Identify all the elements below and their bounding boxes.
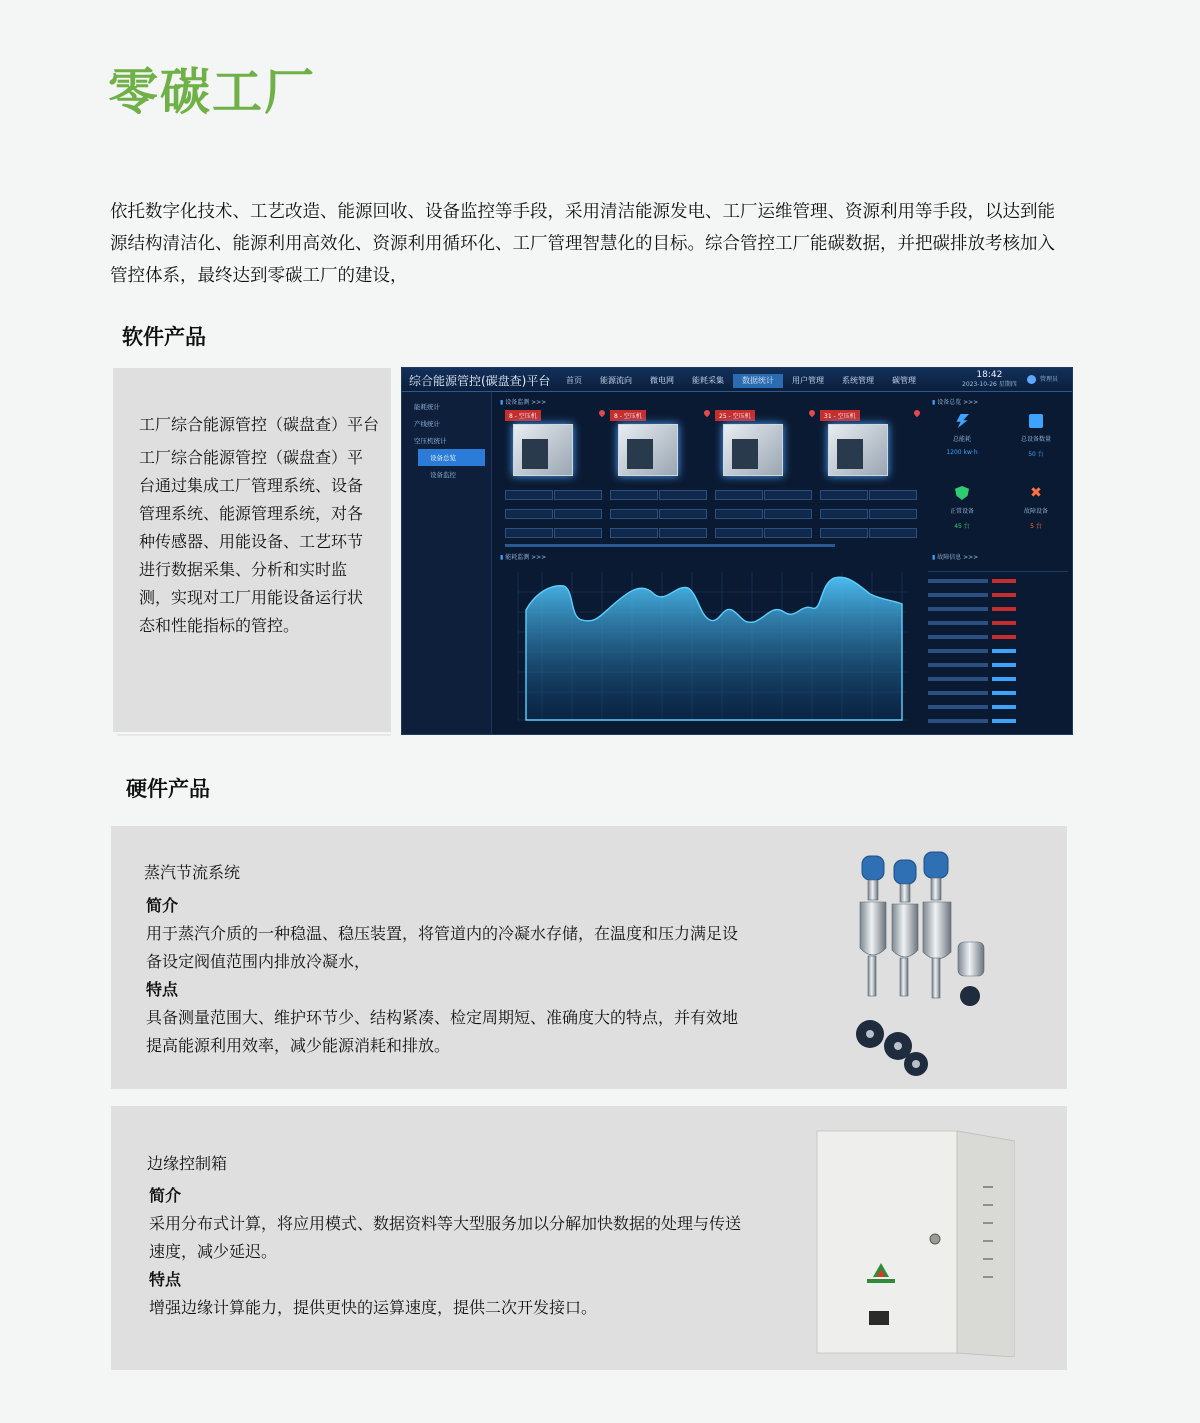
user-name: 管理员	[1040, 376, 1059, 383]
sidebar-item-active[interactable]: 设备总览	[418, 449, 485, 466]
compressor-image	[828, 424, 888, 476]
device-card[interactable]	[715, 410, 817, 548]
hardware-heading: 硬件产品	[126, 777, 210, 801]
stat-value: 5 台	[1030, 523, 1042, 530]
clock-time: 18:42	[976, 370, 1003, 380]
divider	[117, 734, 391, 736]
stat-label: 故障设备	[1023, 508, 1048, 515]
nav-item[interactable]: 用户管理	[792, 376, 824, 385]
dashboard-nav	[557, 374, 925, 388]
software-heading: 软件产品	[122, 325, 206, 349]
table-row[interactable]	[928, 588, 1068, 602]
energy-area-chart	[502, 564, 912, 732]
device-metrics	[715, 490, 817, 547]
fault-panel-label: ▮ 故障信息 >>>	[932, 552, 978, 561]
intro-label: 简介	[146, 896, 179, 915]
location-pin-icon	[598, 409, 606, 417]
fault-table	[928, 564, 1068, 728]
table-row[interactable]	[928, 630, 1068, 644]
device-tag: 25 - 空压机	[715, 410, 755, 421]
device-card[interactable]	[505, 410, 607, 548]
table-row[interactable]	[928, 602, 1068, 616]
device-card[interactable]	[820, 410, 922, 548]
page-title: 零碳工厂	[108, 63, 316, 121]
hardware-details	[149, 1182, 749, 1322]
dashboard-topbar	[402, 368, 1072, 392]
scrollbar[interactable]	[505, 544, 835, 547]
device-metrics	[610, 490, 712, 547]
stat-total-devices	[1006, 410, 1066, 476]
hardware-name: 蒸汽节流系统	[144, 863, 241, 882]
summary-panel-label: ▮ 设备总览 >>>	[932, 397, 978, 406]
stat-label: 正常设备	[949, 508, 974, 515]
energy-area-series	[526, 577, 902, 720]
table-row[interactable]	[928, 672, 1068, 686]
user-badge[interactable]	[1027, 374, 1058, 384]
stat-normal-devices	[932, 482, 992, 548]
device-tag: 8 - 空压机	[610, 410, 646, 421]
stat-value: 50 台	[1028, 451, 1044, 458]
device-panel-label: ▮ 设备监测 >>>	[500, 397, 546, 406]
dashboard-sidebar	[402, 392, 492, 735]
sidebar-item[interactable]: 产线统计	[414, 420, 440, 428]
table-header	[928, 564, 1068, 572]
intro-text: 用于蒸汽介质的一种稳温、稳压装置，将管道内的冷凝水存储，在温度和压力满足设备设定阀值范围内排放冷凝水，	[146, 924, 739, 971]
feature-text: 具备测量范围大、维护环节少、结构紧凑、检定周期短、准确度大的特点，并有效地提高能源利用效率，减少能源消耗和排放。	[146, 1008, 739, 1055]
wrench-icon: ✖	[1030, 485, 1042, 501]
nav-item[interactable]: 能源流向	[600, 376, 632, 385]
dashboard-screenshot	[401, 367, 1073, 735]
device-card[interactable]	[610, 410, 712, 548]
nav-item-active[interactable]: 数据统计	[733, 374, 783, 388]
device-tag: 31 - 空压机	[820, 410, 860, 421]
chart-panel-label: ▮ 能耗监测 >>>	[500, 552, 546, 561]
stat-total-energy	[932, 410, 992, 476]
stat-label: 总能耗	[952, 436, 971, 443]
stat-fault-devices	[1006, 482, 1066, 548]
feature-text: 增强边缘计算能力，提供更快的运算速度，提供二次开发接口。	[149, 1298, 598, 1317]
table-row[interactable]	[928, 700, 1068, 714]
stat-value: 45 台	[954, 523, 970, 530]
device-tag: 8 - 空压机	[505, 410, 541, 421]
intro-paragraph: 依托数字化技术、工艺改造、能源回收、设备监控等手段，采用清洁能源发电、工厂运维管理、资源利用等手段，以达到能源结构清洁化、能源利用高效化、资源利用循环化、工厂管理智慧化的目标。综合管控工厂能碳数据，并把碳排放考核加入管控体系，最终达到零碳工厂的建设，	[110, 202, 1055, 286]
dashboard-title: 综合能源管控(碳盘查)平台	[409, 374, 551, 388]
location-pin-icon	[913, 409, 921, 417]
feature-label: 特点	[146, 980, 179, 999]
nav-item[interactable]: 首页	[566, 376, 582, 385]
edge-control-box-image	[815, 1127, 1015, 1357]
table-row[interactable]	[928, 616, 1068, 630]
user-icon	[1027, 375, 1036, 384]
software-card-title: 工厂综合能源管控（碳盘查）平台	[139, 415, 380, 434]
sidebar-item[interactable]: 设备监控	[430, 471, 456, 479]
device-metrics	[820, 490, 922, 547]
compressor-image	[618, 424, 678, 476]
nav-item[interactable]: 碳管理	[892, 376, 916, 385]
device-metrics	[505, 490, 607, 547]
location-pin-icon	[703, 409, 711, 417]
compressor-image	[513, 424, 573, 476]
device-icon	[1029, 414, 1043, 428]
compressor-image	[723, 424, 783, 476]
sidebar-item[interactable]: 能耗统计	[414, 403, 440, 411]
dashboard-clock	[962, 371, 1017, 389]
table-row[interactable]	[928, 644, 1068, 658]
hardware-name: 边缘控制箱	[147, 1154, 228, 1173]
steam-valve-image	[840, 846, 1000, 1082]
nav-item[interactable]: 微电网	[650, 376, 674, 385]
stat-value: 1200 kw·h	[946, 449, 978, 456]
software-card-description: 工厂综合能源管控（碳盘查）平台通过集成工厂管理系统、设备管理系统、能源管理系统，对各种传感器、用能设备、工艺环节进行数据采集、分析和实时监测，实现对工厂用能设备运行状态和性能指标的管控。	[139, 448, 364, 635]
table-row[interactable]	[928, 686, 1068, 700]
sidebar-item[interactable]: 空压机统计	[414, 437, 447, 445]
nav-item[interactable]: 能耗采集	[692, 376, 724, 385]
table-row[interactable]	[928, 574, 1068, 588]
intro-text: 采用分布式计算，将应用模式、数据资料等大型服务加以分解加快数据的处理与传送速度，减少延迟。	[149, 1214, 742, 1261]
location-pin-icon	[808, 409, 816, 417]
hardware-details	[146, 892, 746, 1060]
lightning-icon	[955, 414, 969, 428]
table-row[interactable]	[928, 714, 1068, 728]
feature-label: 特点	[149, 1270, 182, 1289]
stat-label: 总设备数量	[1020, 436, 1051, 443]
table-row[interactable]	[928, 658, 1068, 672]
nav-item[interactable]: 系统管理	[842, 376, 874, 385]
clock-date: 2023-10-26 星期四	[962, 381, 1017, 388]
software-card	[113, 368, 391, 732]
shield-icon	[955, 486, 969, 500]
intro-label: 简介	[149, 1186, 182, 1205]
